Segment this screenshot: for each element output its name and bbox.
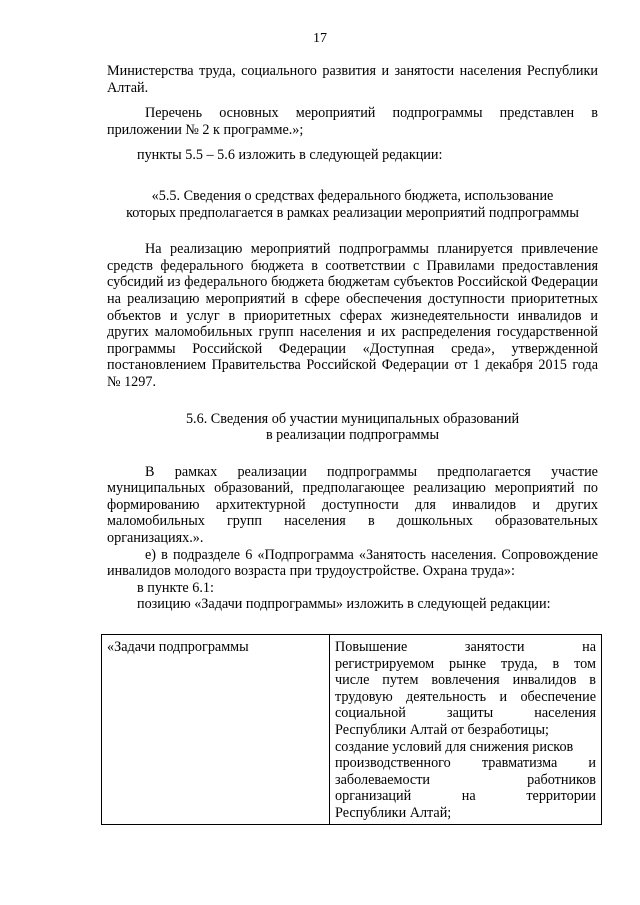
tasks-line: Повышение занятости на [335, 639, 596, 655]
paragraph-subsection-6: е) в подразделе 6 «Подпрограмма «Занятость населения. Сопровождение инвалидов молодого возраста при трудоустройстве. Охрана труда»: [107, 546, 598, 580]
paragraph-point-6-1: в пункте 6.1: [137, 579, 214, 596]
heading-5-6-line1: 5.6. Сведения об участии муниципальных образований [185, 410, 520, 427]
tasks-line: трудовую деятельность и обеспечение [335, 688, 596, 705]
heading-5-5-line1: «5.5. Сведения о средствах федерального бюджета, использование [151, 187, 554, 204]
tasks-line: создание условий для снижения рисков [335, 738, 574, 755]
tasks-line: производственного травматизма и [335, 755, 596, 772]
table-row [102, 635, 602, 825]
paragraph-ministry: Министерства труда, социального развития и занятости населения Республики Алтай. [107, 63, 598, 96]
tasks-line: Республики Алтай от безработицы; [335, 721, 549, 738]
paragraph-federal-budget: На реализацию мероприятий подпрограммы планируется привлечение средств федерального бюджета в соответствии с Правилами предоставления субсидий из федерального бюджета бюджетам субъектов Российской Федерации на реализацию мероприятий в сфере обеспечения доступности приоритетных объектов и услуг в приоритетных сферах жизнедеятельности инвалидов и других маломобильных групп населения и их распределения государственной программы Российской Федерации «Доступная среда», утвержденной постановлением Правительства Российской Федерации от 1 декабря 2015 года № 1297. [107, 241, 598, 390]
page-number: 17 [313, 31, 327, 46]
tasks-line: числе путем вовлечения инвалидов в [335, 672, 596, 689]
tasks-line: организаций на территории [335, 788, 596, 805]
document-body [107, 63, 598, 613]
tasks-line: заболеваемости работников [335, 771, 596, 788]
paragraph-list-of-measures: Перечень основных мероприятий подпрограммы представлен в приложении № 2 к программе.»; [107, 105, 598, 138]
paragraph-points-instruction: пункты 5.5 – 5.6 изложить в следующей редакции: [137, 147, 443, 164]
tasks-line: Республики Алтай; [335, 804, 452, 821]
tasks-content-cell [330, 635, 602, 825]
tasks-line: регистрируемом рынке труда, в том [335, 655, 596, 672]
tasks-label-cell: «Задачи подпрограммы [102, 635, 330, 825]
heading-5-5-line2: которых предполагается в рамках реализации мероприятий подпрограммы [126, 204, 579, 221]
paragraph-municipal-participation: В рамках реализации подпрограммы предполагается участие муниципальных образований, предполагающее реализацию мероприятий по формированию архитектурной доступности для инвалидов и других маломобильных групп населения в дошкольных образовательных организациях.». [107, 463, 598, 547]
tasks-table [101, 634, 602, 825]
heading-5-6-line2: в реализации подпрограммы [265, 427, 440, 444]
paragraph-tasks-instruction: позицию «Задачи подпрограммы» изложить в следующей редакции: [137, 596, 551, 613]
tasks-line: социальной защиты населения [335, 705, 596, 722]
